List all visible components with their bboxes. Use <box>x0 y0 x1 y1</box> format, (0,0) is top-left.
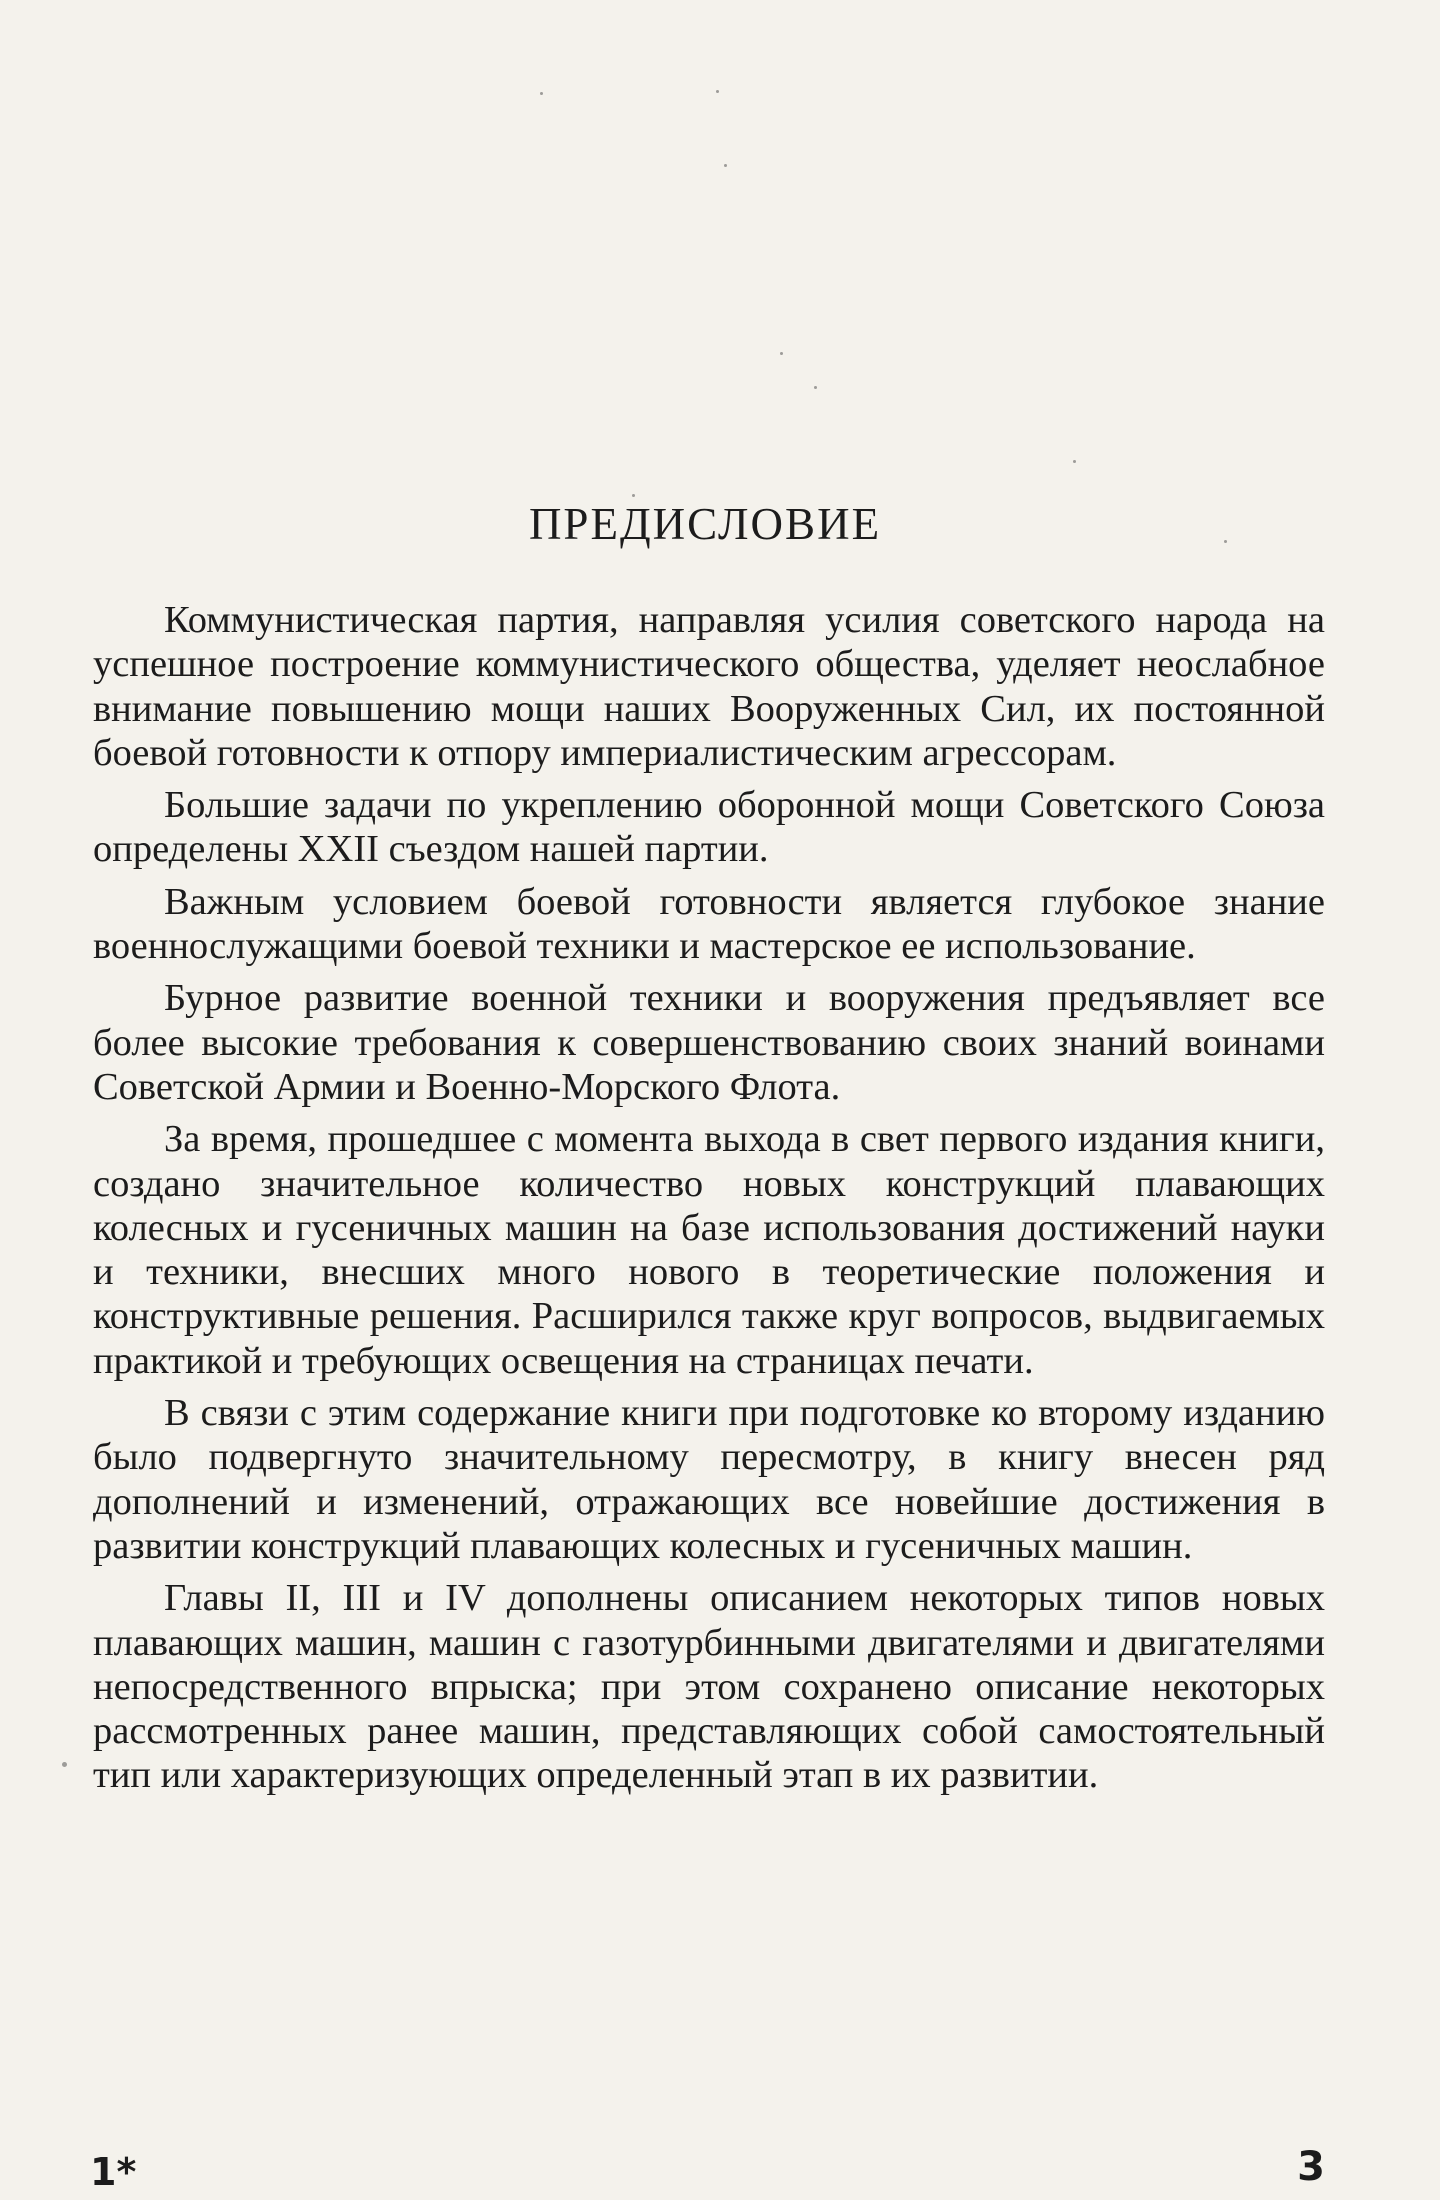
paragraph: За время, прошедшее с момента выхода в свет первого издания книги, создано значительное количество новых конструкций плавающих колесных и гусеничных машин на базе использования достижений науки и техники, внесших много нового в теоретические положения и конструктивные решения. Расширился также круг вопросов, выдвигаемых практикой и требующих освещения на страницах печати. <box>93 1118 1325 1382</box>
paragraph: Бурное развитие военной техники и вооружения предъявляет все более высокие требования к совершенствованию своих знаний воинами Советской Армии и Военно-Морского Флота. <box>93 977 1325 1108</box>
body-text <box>93 598 1325 1806</box>
signature-mark: 1* <box>90 2150 137 2194</box>
page-title: ПРЕДИСЛОВИЕ <box>528 499 882 549</box>
paragraph: Важным условием боевой готовности является глубокое знание военнослужащими боевой техники и мастерское ее использование. <box>93 880 1325 968</box>
paragraph: Главы II, III и IV дополнены описанием некоторых типов новых плавающих машин, машин с газотурбинными двигателями и двигателями непосредственного впрыска; при этом сохранено описание некоторых рассмотренных ранее машин, представляющих собой самостоятельный тип или характеризующих определенный этап в их развитии. <box>93 1577 1325 1797</box>
paragraph: В связи с этим содержание книги при подготовке ко второму изданию было подвергнуто значительному пересмотру, в книгу внесен ряд дополнений и изменений, отражающих все новейшие достижения в развитии конструкций плавающих колесных и гусеничных машин. <box>93 1392 1325 1567</box>
paragraph: Большие задачи по укреплению оборонной мощи Советского Союза определены XXII съездом нашей партии. <box>93 784 1325 871</box>
paragraph: Коммунистическая партия, направляя усилия советского народа на успешное построение коммунистического общества, уделяет неослабное внимание повышению мощи наших Вооруженных Сил, их постоянной боевой готовности к отпору империалистическим агрессорам. <box>93 599 1325 774</box>
page-number: 3 <box>1297 2144 1325 2190</box>
